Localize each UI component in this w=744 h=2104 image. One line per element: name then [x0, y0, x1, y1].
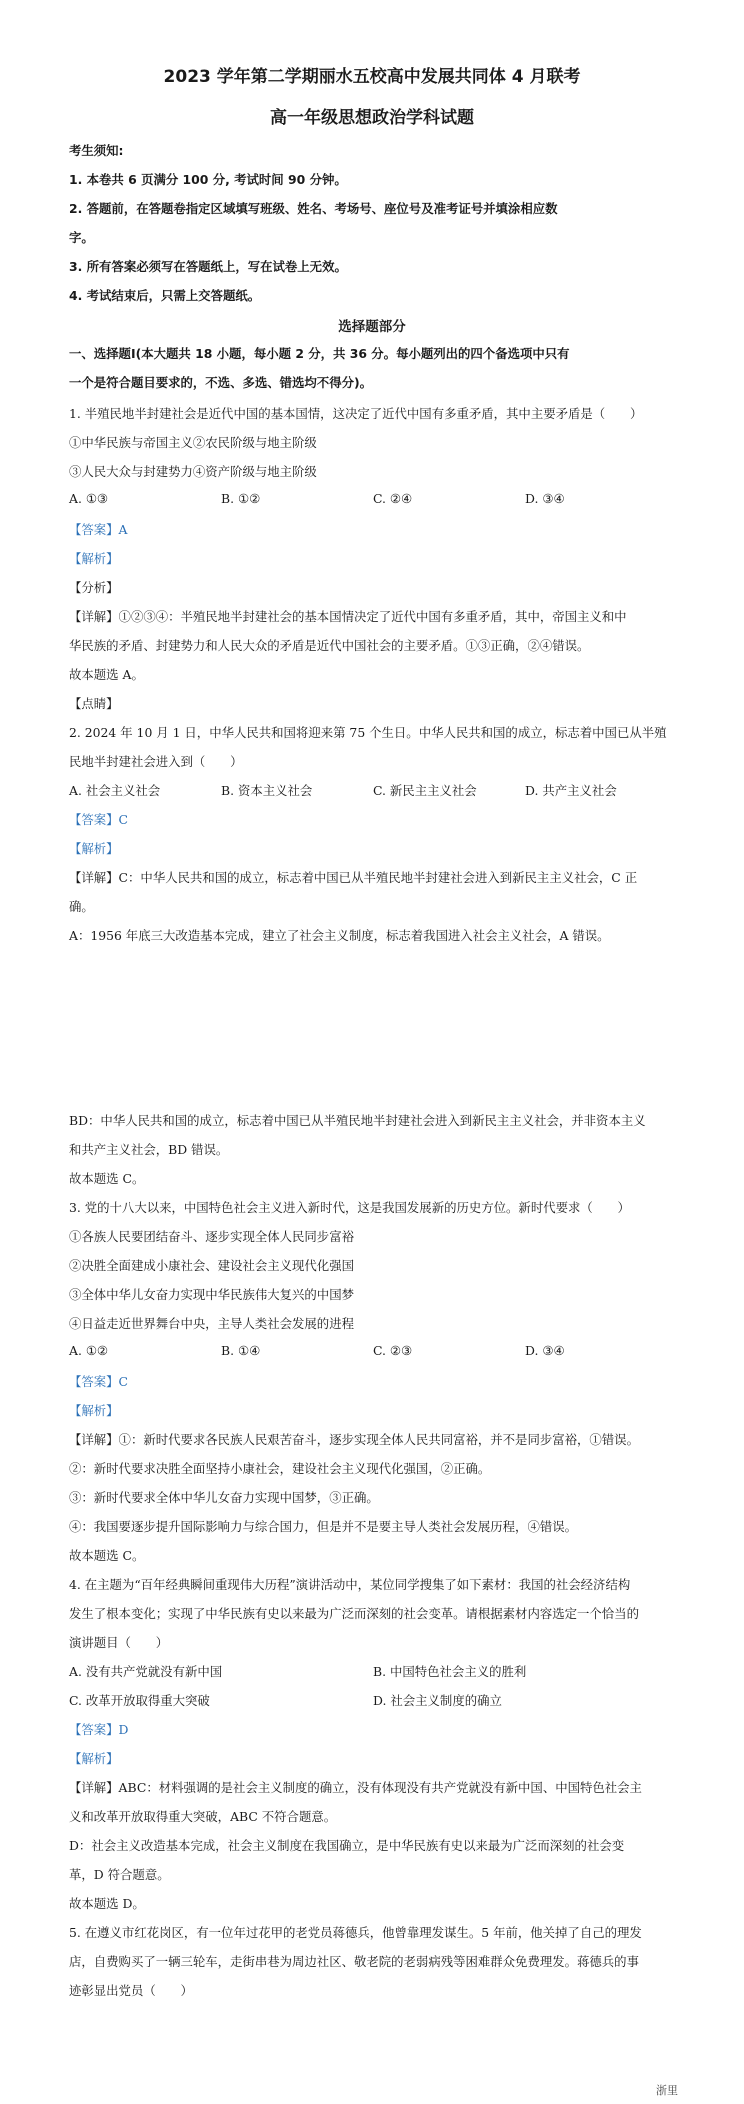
conclusion-text: 故本题选 D。	[69, 1896, 145, 1911]
detail-text: 华民族的矛盾、封建势力和人民大众的矛盾是近代中国社会的主要矛盾。①③正确，②④错误。	[69, 638, 590, 653]
detail-text: D：社会主义改造基本完成，社会主义制度在我国确立，是中华民族有史以来最为广泛而深刻的社会变	[69, 1838, 625, 1853]
detail-text: 【详解】C：中华人民共和国的成立，标志着中国已从半殖民地半封建社会进入到新民主主义社会，C 正	[69, 870, 638, 885]
question-choice: ①中华民族与帝国主义②农民阶级与地主阶级	[69, 435, 317, 450]
question-stem: 迹彰显出党员（ ）	[69, 1983, 193, 1998]
question-stem: 发生了根本变化；实现了中华民族有史以来最为广泛而深刻的社会变革。请根据素材内容选定一个恰当的	[69, 1606, 639, 1621]
notice-item: 字。	[69, 230, 94, 245]
detail-text: 【详解】①：新时代要求各民族人民艰苦奋斗，逐步实现全体人民共同富裕，并不是同步富裕，①错误。	[69, 1432, 639, 1447]
option-d: D. 共产主义社会	[525, 783, 617, 798]
answer-label: 【答案】C	[69, 1374, 129, 1389]
detail-text: ③：新时代要求全体中华儿女奋力实现中国梦，③正确。	[69, 1490, 379, 1505]
option-a: A. 社会主义社会	[69, 783, 161, 798]
notice-item: 2. 答题前，在答题卷指定区域填写班级、姓名、考场号、座位号及准考证号并填涂相应数	[69, 201, 558, 216]
question-stem: 店，自费购买了一辆三轮车，走街串巷为周边社区、敬老院的老弱病残等困难群众免费理发。蒋德兵的事	[69, 1954, 639, 1969]
fenxi-label: 【分析】	[69, 580, 119, 595]
question-stem: 2. 2024 年 10 月 1 日，中华人民共和国将迎来第 75 个生日。中华人民共和国的成立，标志着中国已从半殖	[69, 725, 667, 740]
question-choice: ③全体中华儿女奋力实现中华民族伟大复兴的中国梦	[69, 1287, 354, 1302]
analysis-label: 【解析】	[69, 1751, 119, 1766]
option-b: B. 中国特色社会主义的胜利	[373, 1664, 527, 1679]
notice-item: 1. 本卷共 6 页满分 100 分, 考试时间 90 分钟。	[69, 172, 347, 187]
answer-label: 【答案】C	[69, 812, 129, 827]
option-d: D. ③④	[525, 491, 565, 506]
notice-item: 3. 所有答案必须写在答题纸上，写在试卷上无效。	[69, 259, 347, 274]
detail-text: 确。	[69, 899, 94, 914]
option-c: C. 改革开放取得重大突破	[69, 1693, 210, 1708]
exam-title: 2023 学年第二学期丽水五校高中发展共同体 4 月联考	[163, 67, 581, 87]
analysis-label: 【解析】	[69, 841, 119, 856]
exam-subtitle: 高一年级思想政治学科试题	[270, 108, 474, 128]
option-a: A. ①②	[69, 1343, 109, 1358]
option-a: A. ①③	[69, 491, 109, 506]
section-instructions: 一、选择题Ⅰ(本大题共 18 小题，每小题 2 分，共 36 分。每小题列出的四个备选项中只有	[69, 346, 570, 361]
question-stem: 5. 在遵义市红花岗区，有一位年过花甲的老党员蒋德兵，他曾靠理发谋生。5 年前，他关掉了自己的理发	[69, 1925, 642, 1940]
section-title: 选择题部分	[338, 319, 406, 335]
notice-heading: 考生须知:	[69, 143, 124, 158]
dianjing-label: 【点睛】	[69, 696, 119, 711]
analysis-label: 【解析】	[69, 551, 119, 566]
question-choice: ③人民大众与封建势力④资产阶级与地主阶级	[69, 464, 317, 479]
detail-text: 【详解】①②③④：半殖民地半封建社会的基本国情决定了近代中国有多重矛盾，其中，帝国主义和中	[69, 609, 627, 624]
option-a: A. 没有共产党就没有新中国	[69, 1664, 223, 1679]
option-c: C. ②③	[373, 1343, 413, 1358]
detail-text: BD：中华人民共和国的成立，标志着中国已从半殖民地半封建社会进入到新民主主义社会，并非资本主义	[69, 1113, 646, 1128]
detail-text: 【详解】ABC：材料强调的是社会主义制度的确立，没有体现没有共产党就没有新中国、中国特色社会主	[69, 1780, 642, 1795]
question-choice: ④日益走近世界舞台中央，主导人类社会发展的进程	[69, 1316, 354, 1331]
question-stem: 3. 党的十八大以来，中国特色社会主义进入新时代，这是我国发展新的历史方位。新时代要求（ ）	[69, 1200, 630, 1215]
detail-text: 革，D 符合题意。	[69, 1867, 170, 1882]
option-c: C. ②④	[373, 491, 413, 506]
answer-label: 【答案】D	[69, 1722, 129, 1737]
conclusion-text: 故本题选 C。	[69, 1548, 145, 1563]
conclusion-text: 故本题选 A。	[69, 667, 144, 682]
detail-text: ④：我国要逐步提升国际影响力与综合国力，但是并不是要主导人类社会发展历程，④错误。	[69, 1519, 578, 1534]
question-stem: 4. 在主题为“百年经典瞬间重现伟大历程”演讲活动中，某位同学搜集了如下素材：我国的社会经济结构	[69, 1577, 631, 1592]
question-stem: 1. 半殖民地半封建社会是近代中国的基本国情，这决定了近代中国有多重矛盾，其中主要矛盾是（ ）	[69, 406, 643, 421]
option-d: D. 社会主义制度的确立	[373, 1693, 502, 1708]
section-instructions: 一个是符合题目要求的，不选、多选、错选均不得分)。	[69, 375, 373, 390]
detail-text: 和共产主义社会，BD 错误。	[69, 1142, 229, 1157]
footer-watermark: 浙里	[656, 2084, 678, 2097]
detail-text: ②：新时代要求决胜全面坚持小康社会，建设社会主义现代化强国，②正确。	[69, 1461, 491, 1476]
detail-text: A：1956 年底三大改造基本完成，建立了社会主义制度，标志着我国进入社会主义社会，A 错误。	[69, 928, 610, 943]
option-c: C. 新民主主义社会	[373, 783, 477, 798]
question-choice: ②决胜全面建成小康社会、建设社会主义现代化强国	[69, 1258, 354, 1273]
question-stem: 民地半封建社会进入到（ ）	[69, 754, 243, 769]
option-b: B. ①④	[221, 1343, 261, 1358]
detail-text: 义和改革开放取得重大突破，ABC 不符合题意。	[69, 1809, 337, 1824]
analysis-label: 【解析】	[69, 1403, 119, 1418]
question-stem: 演讲题目（ ）	[69, 1635, 169, 1650]
conclusion-text: 故本题选 C。	[69, 1171, 145, 1186]
option-d: D. ③④	[525, 1343, 565, 1358]
option-b: B. 资本主义社会	[221, 783, 313, 798]
notice-item: 4. 考试结束后，只需上交答题纸。	[69, 288, 261, 303]
option-b: B. ①②	[221, 491, 261, 506]
question-choice: ①各族人民要团结奋斗、逐步实现全体人民同步富裕	[69, 1229, 354, 1244]
answer-label: 【答案】A	[69, 522, 128, 537]
